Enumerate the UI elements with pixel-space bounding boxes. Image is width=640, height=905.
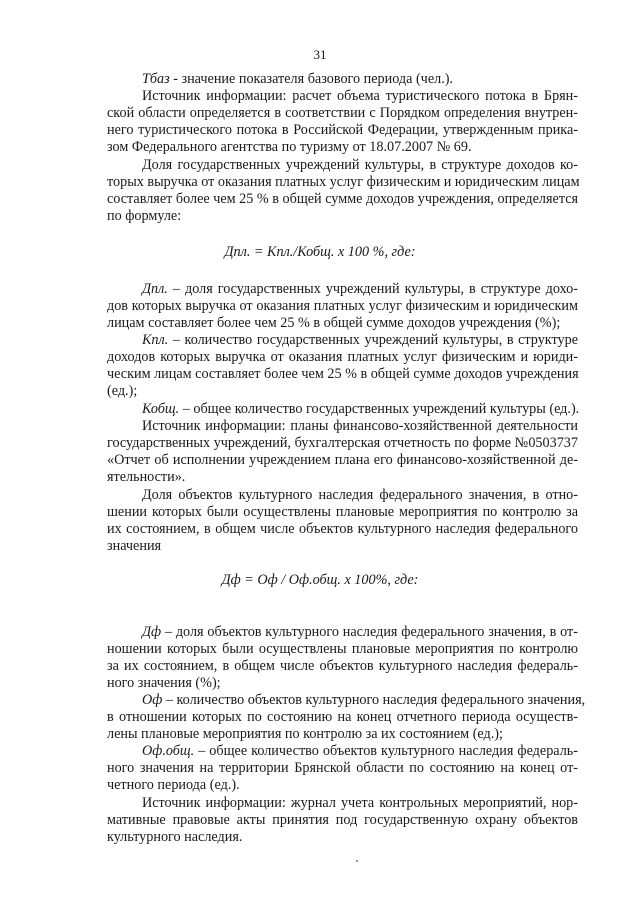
culture-intro-line-1: Доля государственных учреждений культуры, в структуре доходов ко- [142,157,578,173]
source1-line-3: него туристического потока в Российской Федерации, утвержденным прика- [107,122,578,138]
heritage-intro-line-2: шении которых были осуществлены плановые мероприятия по контролю за [107,504,578,520]
tbaz-term: Тбаз [142,71,170,87]
source1-line-2: ской области определяется в соответствии с Порядком определения внутрен- [107,105,578,121]
kpl-line-3: ческим лицам составляет более чем 25 % в общей сумме доходов учреждения [107,366,579,382]
ofobsh-line-3: четного периода (ед.). [107,777,240,793]
source3-line-2: мативные правовые акты принятия под государственную охрану объектов [107,812,578,828]
culture-intro-line-3: составляет более чем 25 % в общей сумме доходов учреждения, определяется [107,191,579,207]
ofobsh-line-1 [142,743,578,760]
kobsh-text: – общее количество государственных учреждений культуры (ед.). [179,401,580,417]
source2-line-1: Источник информации: планы финансово-хозяйственной деятельности [142,418,578,434]
df-line-2: ношении которых были осуществлены плановые мероприятия по контролю [107,641,578,657]
source2-line-4: ятельности». [107,469,186,485]
source1-line-1: Источник информации: расчет объема туристического потока в Брян- [142,88,578,104]
dpl-line-2: дов которых выручка от оказания платных услуг физическим и юридическим [107,298,578,314]
ofobsh-text-1: – общее количество объектов культурного наследия федераль- [194,743,578,759]
source3-line-1: Источник информации: журнал учета контрольных мероприятий, нор- [142,795,578,811]
source2-line-2: государственных учреждений, бухгалтерская отчетность по форме №0503737 [107,435,578,451]
of-line-2: в отношении которых по состоянию на конец отчетного периода осуществ- [107,709,578,725]
culture-intro-line-4: по формуле: [107,208,182,224]
page-number: 31 [313,47,327,62]
kpl-text-1: – количество государственных учреждений культуры, в структуре [168,332,578,348]
kpl-line-2: доходов которых выручка от оказания платных услуг физическим и юриди- [107,349,578,365]
formula-culture-share: Дпл. = Кпл./Кобщ. х 100 %, где: [224,244,416,260]
df-line-4: ного значения (%); [107,675,221,691]
ofobsh-term: Оф.общ. [142,743,195,759]
heritage-intro-line-1: Доля объектов культурного наследия федерального значения, в отно- [142,487,578,503]
dpl-line-1 [142,281,578,298]
source3-line-3: культурного наследия. [107,829,243,845]
ofobsh-line-2: ного значения на территории Брянской области по состоянию на конец от- [107,760,578,776]
of-text-1: – количество объектов культурного наследия федерального значения, [162,692,586,708]
of-term: Оф [142,692,163,708]
dpl-text-1: – доля государственных учреждений культуры, в структуре дохо- [167,281,578,297]
df-term: Дф [142,624,162,640]
tbaz-text: - значение показателя базового периода (чел.). [169,71,454,87]
of-line-1 [142,692,586,709]
kobsh-definition [142,401,578,418]
kpl-line-1 [142,332,578,349]
source1-line-4: зом Федерального агентства по туризму от 18.07.2007 № 69. [107,139,472,155]
formula-heritage-share: Дф = Оф / Оф.общ. х 100%, где: [221,572,419,588]
culture-intro-line-2: торых выручка от оказания платных услуг физическим и юридическим лицам [107,174,580,190]
kpl-line-4: (ед.); [107,383,138,399]
source2-line-3: «Отчет об исполнении учреждением плана его финансово-хозяйственной де- [107,452,578,468]
dpl-line-3: лицам составляет более чем 25 % в общей сумме доходов учреждения (%); [107,315,561,331]
scan-speck [356,860,358,862]
df-text-1: – доля объектов культурного наследия федерального значения, в от- [161,624,578,640]
heritage-intro-line-4: значения [107,538,162,554]
tbaz-definition [142,71,462,88]
kpl-term: Кпл. [142,332,169,348]
dpl-term: Дпл. [142,281,168,297]
kobsh-term: Кобщ. [142,401,180,417]
df-line-1 [142,624,578,641]
heritage-intro-line-3: их состоянием, в общем числе объектов культурного наследия федерального [107,521,578,537]
df-line-3: за их состоянием, в общем числе объектов культурного наследия федераль- [107,658,578,674]
of-line-3: лены плановые мероприятия по контролю за их состоянием (ед.); [107,726,503,742]
